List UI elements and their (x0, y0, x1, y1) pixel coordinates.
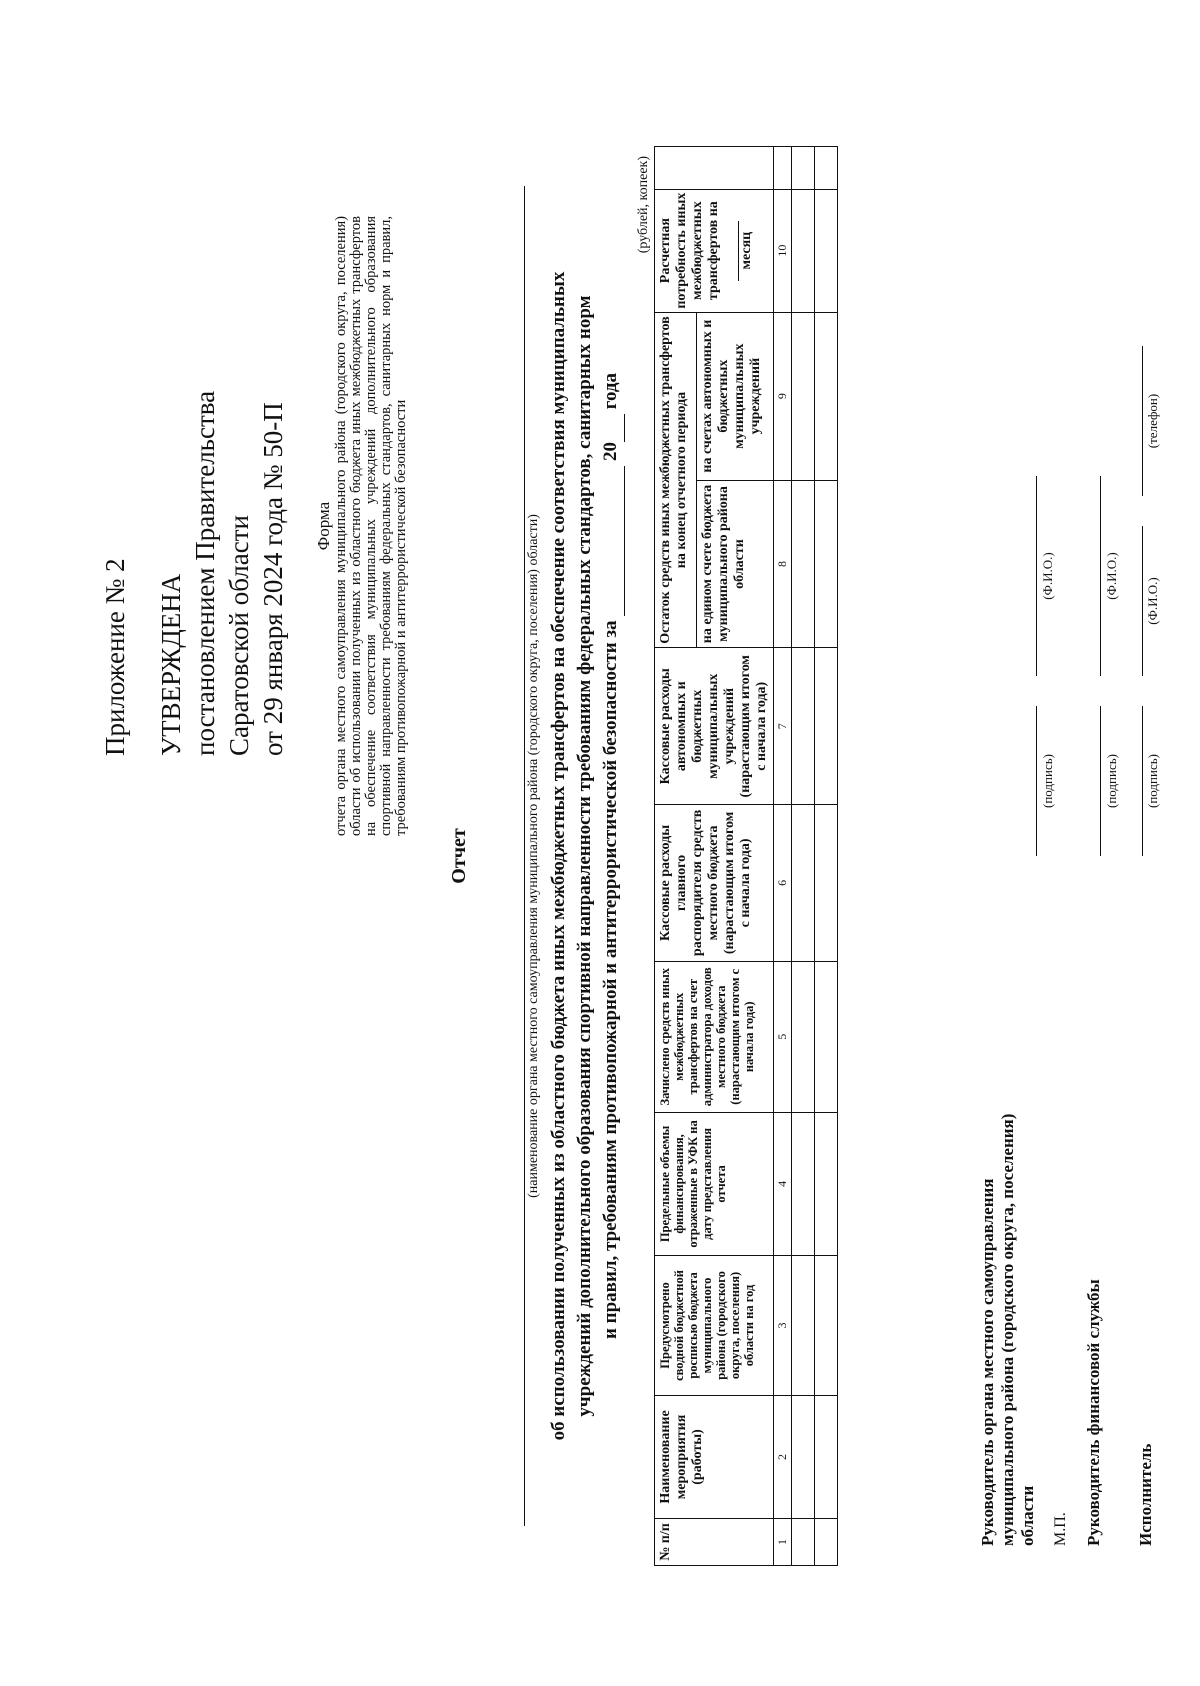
col-number: 10 (774, 189, 792, 312)
executor-fio-caption: (Ф.И.О.) (1145, 577, 1160, 625)
table-cell[interactable] (815, 189, 838, 312)
table-cell[interactable] (815, 1395, 838, 1518)
head-signature-caption: (подпись) (1040, 754, 1055, 808)
header-cash-main: Кассовые расходы главного распорядителя средств местного бюджета (нарастающим итогом с начала года) (655, 805, 774, 962)
approval-line-2: Саратовской области (224, 515, 254, 756)
head-title-line-3: области (1018, 1485, 1037, 1546)
report-subject-line-3-text: и правил, требованиям противопожарной и антитеррористической безопасности за (600, 620, 621, 1340)
head-title-line-2: муниципального района (городского округа, поселения) (998, 1113, 1017, 1546)
head-title (978, 826, 1038, 1546)
header-balance-single: на едином счете бюджета муниципального района области (697, 480, 774, 648)
header-extra (655, 147, 774, 190)
table-cell[interactable] (815, 1519, 838, 1566)
table-cell[interactable] (792, 189, 815, 312)
header-planned: Предусмотрено сводной бюджетной росписью бюджета муниципального района (городского округа, поселения) области на год (655, 1256, 774, 1396)
table-cell[interactable] (792, 648, 815, 805)
table-cell[interactable] (815, 648, 838, 805)
header-activity: Наименование мероприятия (работы) (655, 1395, 774, 1518)
appendix-number: Приложение № 2 (100, 558, 130, 756)
organization-name-line (524, 186, 525, 1526)
organization-name-caption: (наименование органа местного самоуправления муниципального района (городского округа, поселения) области) (526, 514, 541, 1198)
col-number: 8 (774, 480, 792, 648)
report-table (654, 146, 838, 1566)
approval-block (98, 136, 290, 756)
form-text: отчета органа местного самоуправления муниципального района (городского округа, поселения) области об использовании полученных из областного бюджета иных межбюджетных трансфертов на обеспечение соответствия муниципальных учреждений дополнительного образования спортивной направленности требованиям федеральных стандартов, санитарных норм и правил, требованиям противопожарной и антитеррористической безопасности (333, 216, 409, 836)
table-row (815, 147, 838, 1566)
header-balance-group: Остаток средств иных межбюджетных трансфертов на конец отчетного периода (655, 312, 697, 648)
finance-fio-line[interactable] (1100, 476, 1101, 676)
approval-line-3: от 29 января 2024 года № 50-П (258, 402, 288, 756)
document-sheet (30, 56, 1170, 1656)
executor-fio-line[interactable] (1142, 526, 1143, 676)
form-label: Форма (314, 501, 333, 551)
executor-signature-caption: (подпись) (1145, 754, 1160, 808)
table-cell[interactable] (792, 1519, 815, 1566)
head-fio-caption: (Ф.И.О.) (1040, 552, 1055, 600)
header-cash-institutions: Кассовые расходы автономных и бюджетных муниципальных учреждений (нарастающим итогом с начала года) (655, 648, 774, 805)
finance-head-title: Руководитель финансовой службы (1084, 1279, 1103, 1546)
head-signature-line[interactable] (1036, 706, 1037, 856)
period-blank (598, 466, 625, 616)
finance-fio-caption: (Ф.И.О.) (1104, 552, 1119, 600)
table-cell[interactable] (792, 147, 815, 190)
units-caption: (рублей, копеек) (636, 156, 651, 254)
executor-title: Исполнитель (1136, 1443, 1155, 1546)
finance-signature-line[interactable] (1100, 706, 1101, 856)
year-prefix: 20 (600, 441, 621, 461)
finance-signature-caption: (подпись) (1104, 754, 1119, 808)
head-fio-line[interactable] (1036, 476, 1037, 676)
approval-stamp: УТВЕРЖДЕНА (156, 573, 186, 756)
report-subject-line-3 (598, 146, 625, 1566)
header-need (655, 189, 774, 312)
report-subject-line-1: об использовании полученных из областного бюджета иных межбюджетных трансфертов на обеспечение соответствия муниципальных (548, 271, 569, 1441)
table-cell[interactable] (815, 1256, 838, 1396)
table-header-row (655, 147, 697, 1566)
header-balance-institutions: на счетах автономных и бюджетных муниципальных учреждений (697, 312, 774, 480)
stamp-place: М.П. (1052, 1512, 1069, 1546)
table-cell[interactable] (815, 1112, 838, 1255)
header-limits: Предельные объемы финансирования, отраженные в УФК на дату представления отчета (655, 1112, 774, 1255)
header-need-text: Расчетная потребность иных межбюджетных трансфертов на (658, 192, 721, 309)
form-description (316, 216, 409, 836)
table-cell[interactable] (815, 147, 838, 190)
table-cell[interactable] (792, 1395, 815, 1518)
col-number: 4 (774, 1112, 792, 1255)
table-cell[interactable] (792, 805, 815, 962)
header-need-month: месяц (739, 231, 754, 270)
report-subject (546, 146, 625, 1566)
table-row (792, 147, 815, 1566)
table-cell[interactable] (792, 312, 815, 480)
col-number: 9 (774, 312, 792, 480)
executor-phone-caption: (телефон) (1145, 393, 1160, 449)
report-title: Отчет (448, 828, 470, 884)
col-number: 3 (774, 1256, 792, 1396)
col-number: 2 (774, 1395, 792, 1518)
header-number: № п/п (655, 1519, 774, 1566)
report-subject-line-2: учреждений дополнительного образования спортивной направленности требованиям федеральных стандартов, санитарных норм (574, 295, 595, 1417)
table-cell[interactable] (815, 805, 838, 962)
table-cell[interactable] (792, 961, 815, 1112)
approval-line-1: постановлением Правительства (190, 390, 220, 756)
head-title-line-1: Руководитель органа местного самоуправления (978, 1178, 997, 1546)
table-cell[interactable] (815, 312, 838, 480)
col-number-extra (774, 147, 792, 190)
col-number: 5 (774, 961, 792, 1112)
executor-phone-line[interactable] (1142, 346, 1143, 496)
col-number: 7 (774, 648, 792, 805)
header-credited: Зачислено средств иных межбюджетных трансфертов на счет администратора доходов местного бюджета (нарастающим итогом с начала года) (655, 961, 774, 1112)
need-month-blank (722, 221, 739, 281)
year-word: года (600, 372, 621, 410)
table-cell[interactable] (815, 961, 838, 1112)
table-numbers-row (774, 147, 792, 1566)
table-cell[interactable] (792, 1112, 815, 1255)
table-cell[interactable] (815, 480, 838, 648)
table-cell[interactable] (792, 1256, 815, 1396)
table-cell[interactable] (792, 480, 815, 648)
executor-signature-line[interactable] (1142, 706, 1143, 856)
year-blank (598, 414, 625, 442)
col-number: 6 (774, 805, 792, 962)
col-number: 1 (774, 1519, 792, 1566)
